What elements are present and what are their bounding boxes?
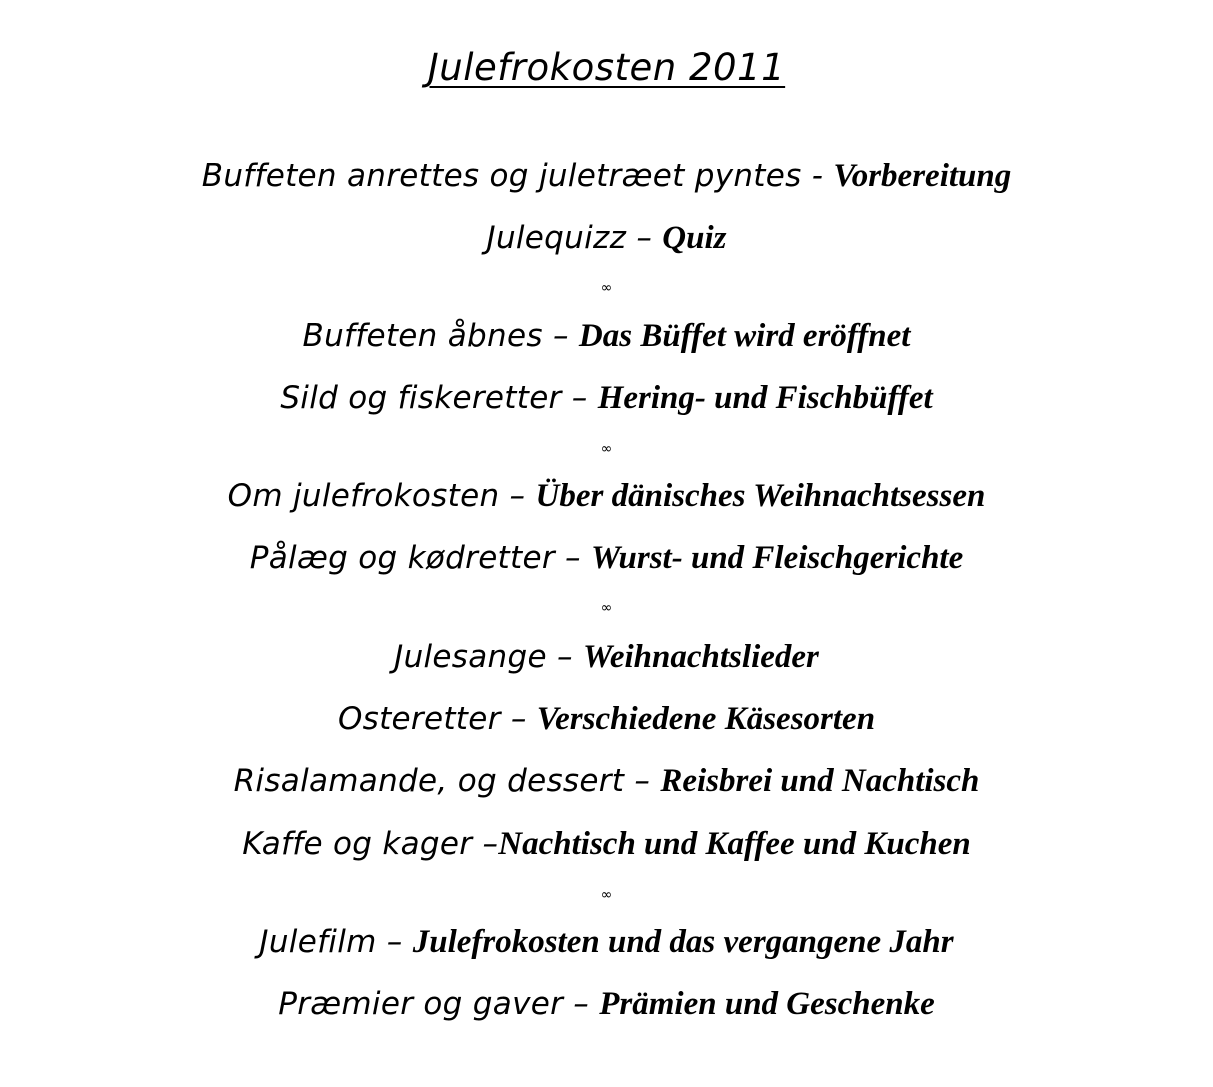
- section-separator: ∞: [600, 600, 613, 616]
- danish-text: Julefilm: [259, 924, 377, 960]
- program-item: [0, 480, 1213, 513]
- dash: –: [499, 478, 536, 514]
- dash: –: [500, 701, 537, 737]
- danish-text: Præmier og gaver: [278, 986, 564, 1022]
- german-text: Julefrokosten und das vergangene Jahr: [412, 924, 954, 960]
- german-text: Über dänisches Weihnachtsessen: [535, 478, 986, 514]
- dash: –: [542, 318, 579, 354]
- german-text: Quiz: [662, 220, 727, 256]
- section-separator: ∞: [600, 441, 613, 457]
- danish-text: Kaffe og kager: [242, 826, 473, 862]
- program-item: [0, 926, 1213, 959]
- dash: –: [472, 826, 499, 862]
- danish-text: Risalamande, og dessert: [233, 763, 625, 799]
- dash: –: [546, 639, 583, 675]
- program-item: [0, 703, 1213, 736]
- program-item: [0, 542, 1213, 575]
- danish-text: Osteretter: [337, 701, 501, 737]
- program-item: [0, 641, 1213, 674]
- program-item: [0, 382, 1213, 415]
- program-item: [0, 988, 1213, 1021]
- dash: –: [626, 220, 663, 256]
- danish-text: Sild og fiskeretter: [280, 380, 562, 416]
- section-separator: ∞: [600, 280, 613, 296]
- dash: –: [376, 924, 413, 960]
- dash: –: [563, 986, 600, 1022]
- danish-text: Pålæg og kødretter: [249, 540, 555, 576]
- german-text: Weihnachtslieder: [582, 639, 819, 675]
- danish-text: Julequizz: [486, 220, 627, 256]
- danish-text: Buffeten åbnes: [302, 318, 543, 354]
- section-separator: ∞: [600, 887, 613, 903]
- program-item: [0, 828, 1213, 861]
- dash: -: [801, 158, 834, 194]
- german-text: Reisbrei und Nachtisch: [660, 763, 980, 799]
- german-text: Nachtisch und Kaffee und Kuchen: [498, 826, 971, 862]
- danish-text: Buffeten anrettes og juletræet pyntes: [201, 158, 802, 194]
- page-title: Julefrokosten 2011: [427, 46, 786, 89]
- german-text: Das Büffet wird eröffnet: [578, 318, 911, 354]
- dash: –: [561, 380, 598, 416]
- german-text: Wurst- und Fleischgerichte: [591, 540, 964, 576]
- program-item: [0, 222, 1213, 255]
- german-text: Hering- und Fischbüffet: [597, 380, 933, 416]
- danish-text: Om julefrokosten: [227, 478, 500, 514]
- danish-text: Julesange: [394, 639, 547, 675]
- program-item: [0, 320, 1213, 353]
- dash: –: [624, 763, 661, 799]
- german-text: Prämien und Geschenke: [599, 986, 935, 1022]
- program-item: [0, 160, 1213, 193]
- german-text: Verschiedene Käsesorten: [536, 701, 876, 737]
- german-text: Vorbereitung: [833, 158, 1012, 194]
- dash: –: [554, 540, 591, 576]
- program-item: [0, 765, 1213, 798]
